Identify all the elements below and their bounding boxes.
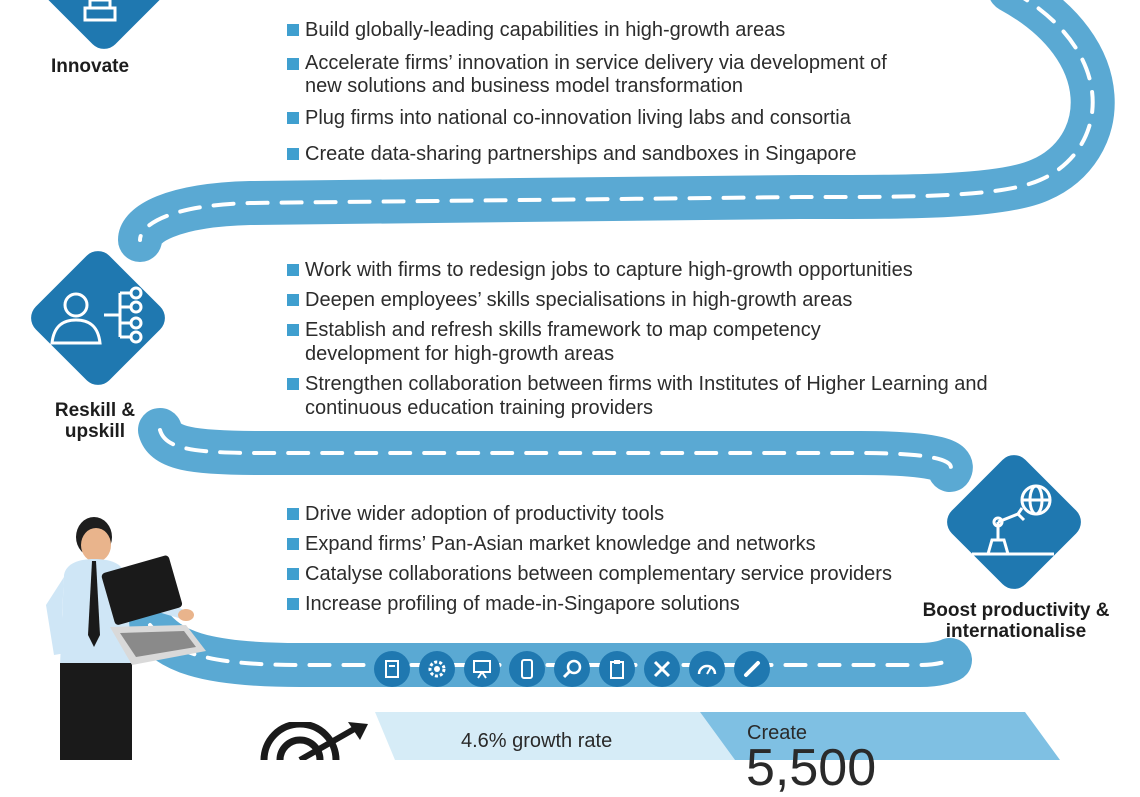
robot-arm-globe-icon: [968, 480, 1058, 560]
list-item: Increase profiling of made-in-Singapore solutions: [287, 592, 967, 616]
tools-icon: [644, 651, 680, 687]
tool-icons-row: [374, 651, 770, 687]
boost-label: Boost productivity & internationalise: [922, 600, 1110, 642]
person-network-icon: [48, 285, 148, 349]
list-item: Drive wider adoption of productivity tools: [287, 502, 967, 526]
list-item: Plug firms into national co-innovation living labs and consortia: [287, 106, 927, 130]
presentation-icon: [464, 651, 500, 687]
printer-icon: [82, 0, 118, 24]
magnifier-icon: [554, 651, 590, 687]
reskill-label: Reskill & upskill: [54, 400, 136, 442]
innovate-label: Innovate: [50, 56, 130, 77]
document-icon: [374, 651, 410, 687]
list-item: Deepen employees’ skills specialisations in high-growth areas: [287, 288, 1007, 312]
person-laptop-illustration: [36, 515, 226, 760]
innovate-list: [287, 18, 927, 166]
target-icon: [256, 722, 372, 760]
clipboard-icon: [599, 651, 635, 687]
list-item: Establish and refresh skills framework to map competency development for high-growth areas: [287, 318, 865, 366]
list-item: Accelerate firms’ innovation in service delivery via development of new solutions and business model transformation: [287, 52, 927, 98]
pen-icon: [734, 651, 770, 687]
list-item: Create data-sharing partnerships and sandboxes in Singapore: [287, 142, 927, 166]
reskill-list: [287, 258, 1007, 420]
mobile-icon: [509, 651, 545, 687]
gauge-icon: [689, 651, 725, 687]
create-number: 5,500: [746, 739, 877, 797]
list-item: Expand firms’ Pan-Asian market knowledge and networks: [287, 532, 967, 556]
create-label: Create: [747, 722, 808, 744]
boost-list: [287, 502, 967, 616]
list-item: Catalyse collaborations between complementary service providers: [287, 562, 967, 586]
list-item: Work with firms to redesign jobs to capture high-growth opportunities: [287, 258, 1007, 282]
list-item: Strengthen collaboration between firms with Institutes of Higher Learning and continuous education training providers: [287, 372, 1015, 420]
growth-rate-text: 4.6% growth rate: [461, 730, 613, 752]
gear-icon: [419, 651, 455, 687]
list-item: Build globally-leading capabilities in high-growth areas: [287, 18, 927, 42]
